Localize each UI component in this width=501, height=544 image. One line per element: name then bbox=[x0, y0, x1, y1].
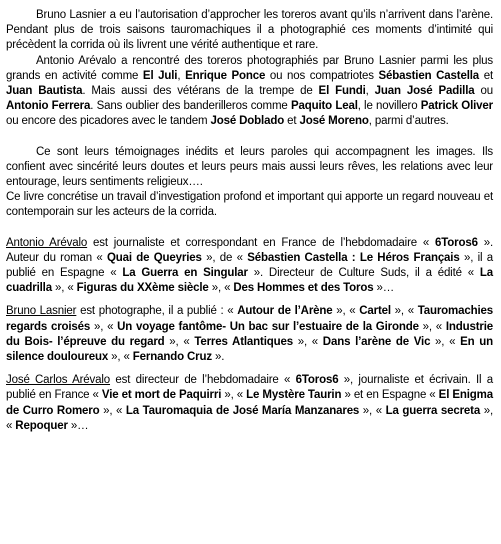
paragraph-p2 bbox=[6, 54, 493, 130]
text-run: », « bbox=[418, 320, 446, 333]
text-run: Ce livre concrétise un travail d’investigation profond et important qui apporte un regard nouveau et contemporain sur les acteurs de la corrida. bbox=[6, 191, 493, 219]
bold-term: El Juli bbox=[142, 69, 178, 82]
text-run: », « bbox=[51, 282, 77, 295]
text-run: », « bbox=[430, 335, 461, 348]
text-run: ». Directeur de Culture Suds, il a édité « bbox=[247, 267, 480, 280]
author-name: José Carlos Arévalo bbox=[6, 374, 111, 387]
text-run: », « bbox=[6, 404, 494, 432]
bold-term: Sébastien Castella bbox=[378, 69, 480, 82]
paragraph-p5 bbox=[6, 236, 493, 297]
text-run: ». Auteur du roman « bbox=[6, 236, 493, 264]
text-run: Ce sont leurs témoignages inédits et leurs paroles qui accompagnent les images. Ils confient avec sincérité leurs doutes et leurs peurs mais aussi leurs rêves, les relations avec leur entourage, leurs sentiments religieux…. bbox=[6, 145, 493, 189]
bold-term: En un silence douloureux bbox=[6, 335, 493, 364]
text-run: », journaliste et écrivain. Il a publié en France « bbox=[6, 374, 494, 402]
text-run: », « bbox=[293, 335, 323, 348]
text-run: et bbox=[284, 115, 300, 128]
bold-term: 6Toros6 bbox=[434, 236, 478, 249]
text-run: ». bbox=[211, 351, 225, 364]
bold-term: Industrie du Bois- l’épreuve du regard bbox=[6, 320, 494, 348]
paragraph-spacer bbox=[6, 296, 493, 304]
bold-term: La cuadrilla bbox=[6, 267, 494, 295]
text-run: », de « bbox=[201, 251, 248, 264]
bold-term: Antonio Ferrera bbox=[6, 100, 91, 113]
bold-term: El Enigma de Curro Romero bbox=[6, 389, 493, 417]
bold-term: La Guerra en Singular bbox=[122, 267, 248, 280]
bold-term: La guerra secreta bbox=[385, 404, 481, 417]
paragraph-p6 bbox=[6, 304, 493, 365]
text-run: . Sans oublier des banderilleros comme bbox=[90, 100, 291, 113]
bold-term: Cartel bbox=[359, 305, 391, 318]
paragraph-spacer bbox=[6, 365, 493, 373]
bold-term: La Tauromaquia de José María Manzanares bbox=[125, 404, 360, 417]
bold-term: Le Mystère Taurin bbox=[246, 389, 342, 402]
bold-term: Fernando Cruz bbox=[132, 351, 212, 364]
bold-term: Vie et mort de Paquirri bbox=[101, 389, 222, 402]
text-run: est journaliste et correspondant en France de l’hebdomadaire « bbox=[87, 236, 435, 249]
paragraph-p4 bbox=[6, 190, 493, 220]
bold-term: Terres Atlantiques bbox=[194, 335, 294, 348]
paragraph-p1 bbox=[6, 8, 493, 54]
text-run: », « bbox=[164, 335, 195, 348]
paragraph-p3 bbox=[6, 145, 493, 191]
bold-term: Autour de l’Arène bbox=[237, 305, 333, 318]
paragraph-spacer bbox=[6, 130, 493, 145]
bold-term: Repoquer bbox=[15, 419, 68, 432]
text-run: ou nos compatriotes bbox=[265, 69, 379, 82]
bold-term: José Doblado bbox=[210, 115, 285, 128]
text-run: », « bbox=[208, 282, 234, 295]
bold-term: Juan Bautista bbox=[6, 85, 83, 98]
text-run: », « bbox=[99, 404, 126, 417]
text-run: , parmi d’autres. bbox=[368, 115, 449, 128]
bold-term: Quai de Queyries bbox=[106, 251, 202, 264]
bold-term: Tauromachies regards croisés bbox=[6, 305, 494, 333]
text-run: . Mais aussi des vétérans de la trempe de bbox=[82, 85, 319, 98]
text-run: ou bbox=[474, 85, 493, 98]
bold-term: Paquito Leal bbox=[290, 100, 358, 113]
text-run: », « bbox=[390, 305, 418, 318]
paragraph-spacer bbox=[6, 221, 493, 236]
bold-term: José Moreno bbox=[299, 115, 369, 128]
bold-term: 6Toros6 bbox=[295, 374, 339, 387]
bold-term: Patrick Oliver bbox=[420, 100, 493, 113]
text-run: , le novillero bbox=[357, 100, 421, 113]
author-name: Bruno Lasnier bbox=[6, 305, 77, 318]
text-run: , bbox=[177, 69, 186, 82]
bold-term: Des Hommes et des Toros bbox=[233, 282, 374, 295]
text-run: ou encore des picadores avec le tandem bbox=[6, 115, 211, 128]
text-run: », « bbox=[332, 305, 360, 318]
text-run: Antonio Arévalo a rencontré des toreros photographiés par Bruno Lasnier parmi les plus grands en activité comme bbox=[6, 54, 493, 82]
bold-term: Figuras du XXème siècle bbox=[76, 282, 209, 295]
author-name: Antonio Arévalo bbox=[6, 236, 88, 249]
text-run: »… bbox=[67, 419, 89, 432]
bold-term: Sébastien Castella : Le Héros Français bbox=[247, 251, 460, 264]
bold-term: El Fundi bbox=[318, 85, 366, 98]
paragraph-p7 bbox=[6, 373, 493, 434]
text-run: et bbox=[479, 69, 493, 82]
text-run: », « bbox=[108, 351, 133, 364]
text-run: »… bbox=[373, 282, 395, 295]
bold-term: Un voyage fantôme- Un bac sur l’estuaire de la Gironde bbox=[117, 320, 419, 333]
bold-term: Juan José Padilla bbox=[374, 85, 475, 98]
text-run: Bruno Lasnier a eu l’autorisation d’approcher les toreros avant qu’ils n’arrivent dans l’arène. Pendant plus de trois saisons tauromachiques il a photographié ces moments d’intimité qui précèdent la corrida où ils livrent une vérité authentique et rare. bbox=[6, 9, 493, 52]
bold-term: Enrique Ponce bbox=[185, 69, 266, 82]
text-run: est photographe, il a publié : « bbox=[76, 305, 238, 318]
text-run: », « bbox=[221, 389, 247, 402]
text-run: », « bbox=[359, 404, 386, 417]
text-run: est directeur de l’hebdomadaire « bbox=[110, 374, 296, 387]
text-run: , bbox=[365, 85, 375, 98]
bold-term: Dans l’arène de Vic bbox=[322, 335, 431, 348]
text-run: », « bbox=[90, 320, 118, 333]
text-run: », il a publié en Espagne « bbox=[6, 251, 494, 280]
text-run: » et en Espagne « bbox=[341, 389, 439, 402]
